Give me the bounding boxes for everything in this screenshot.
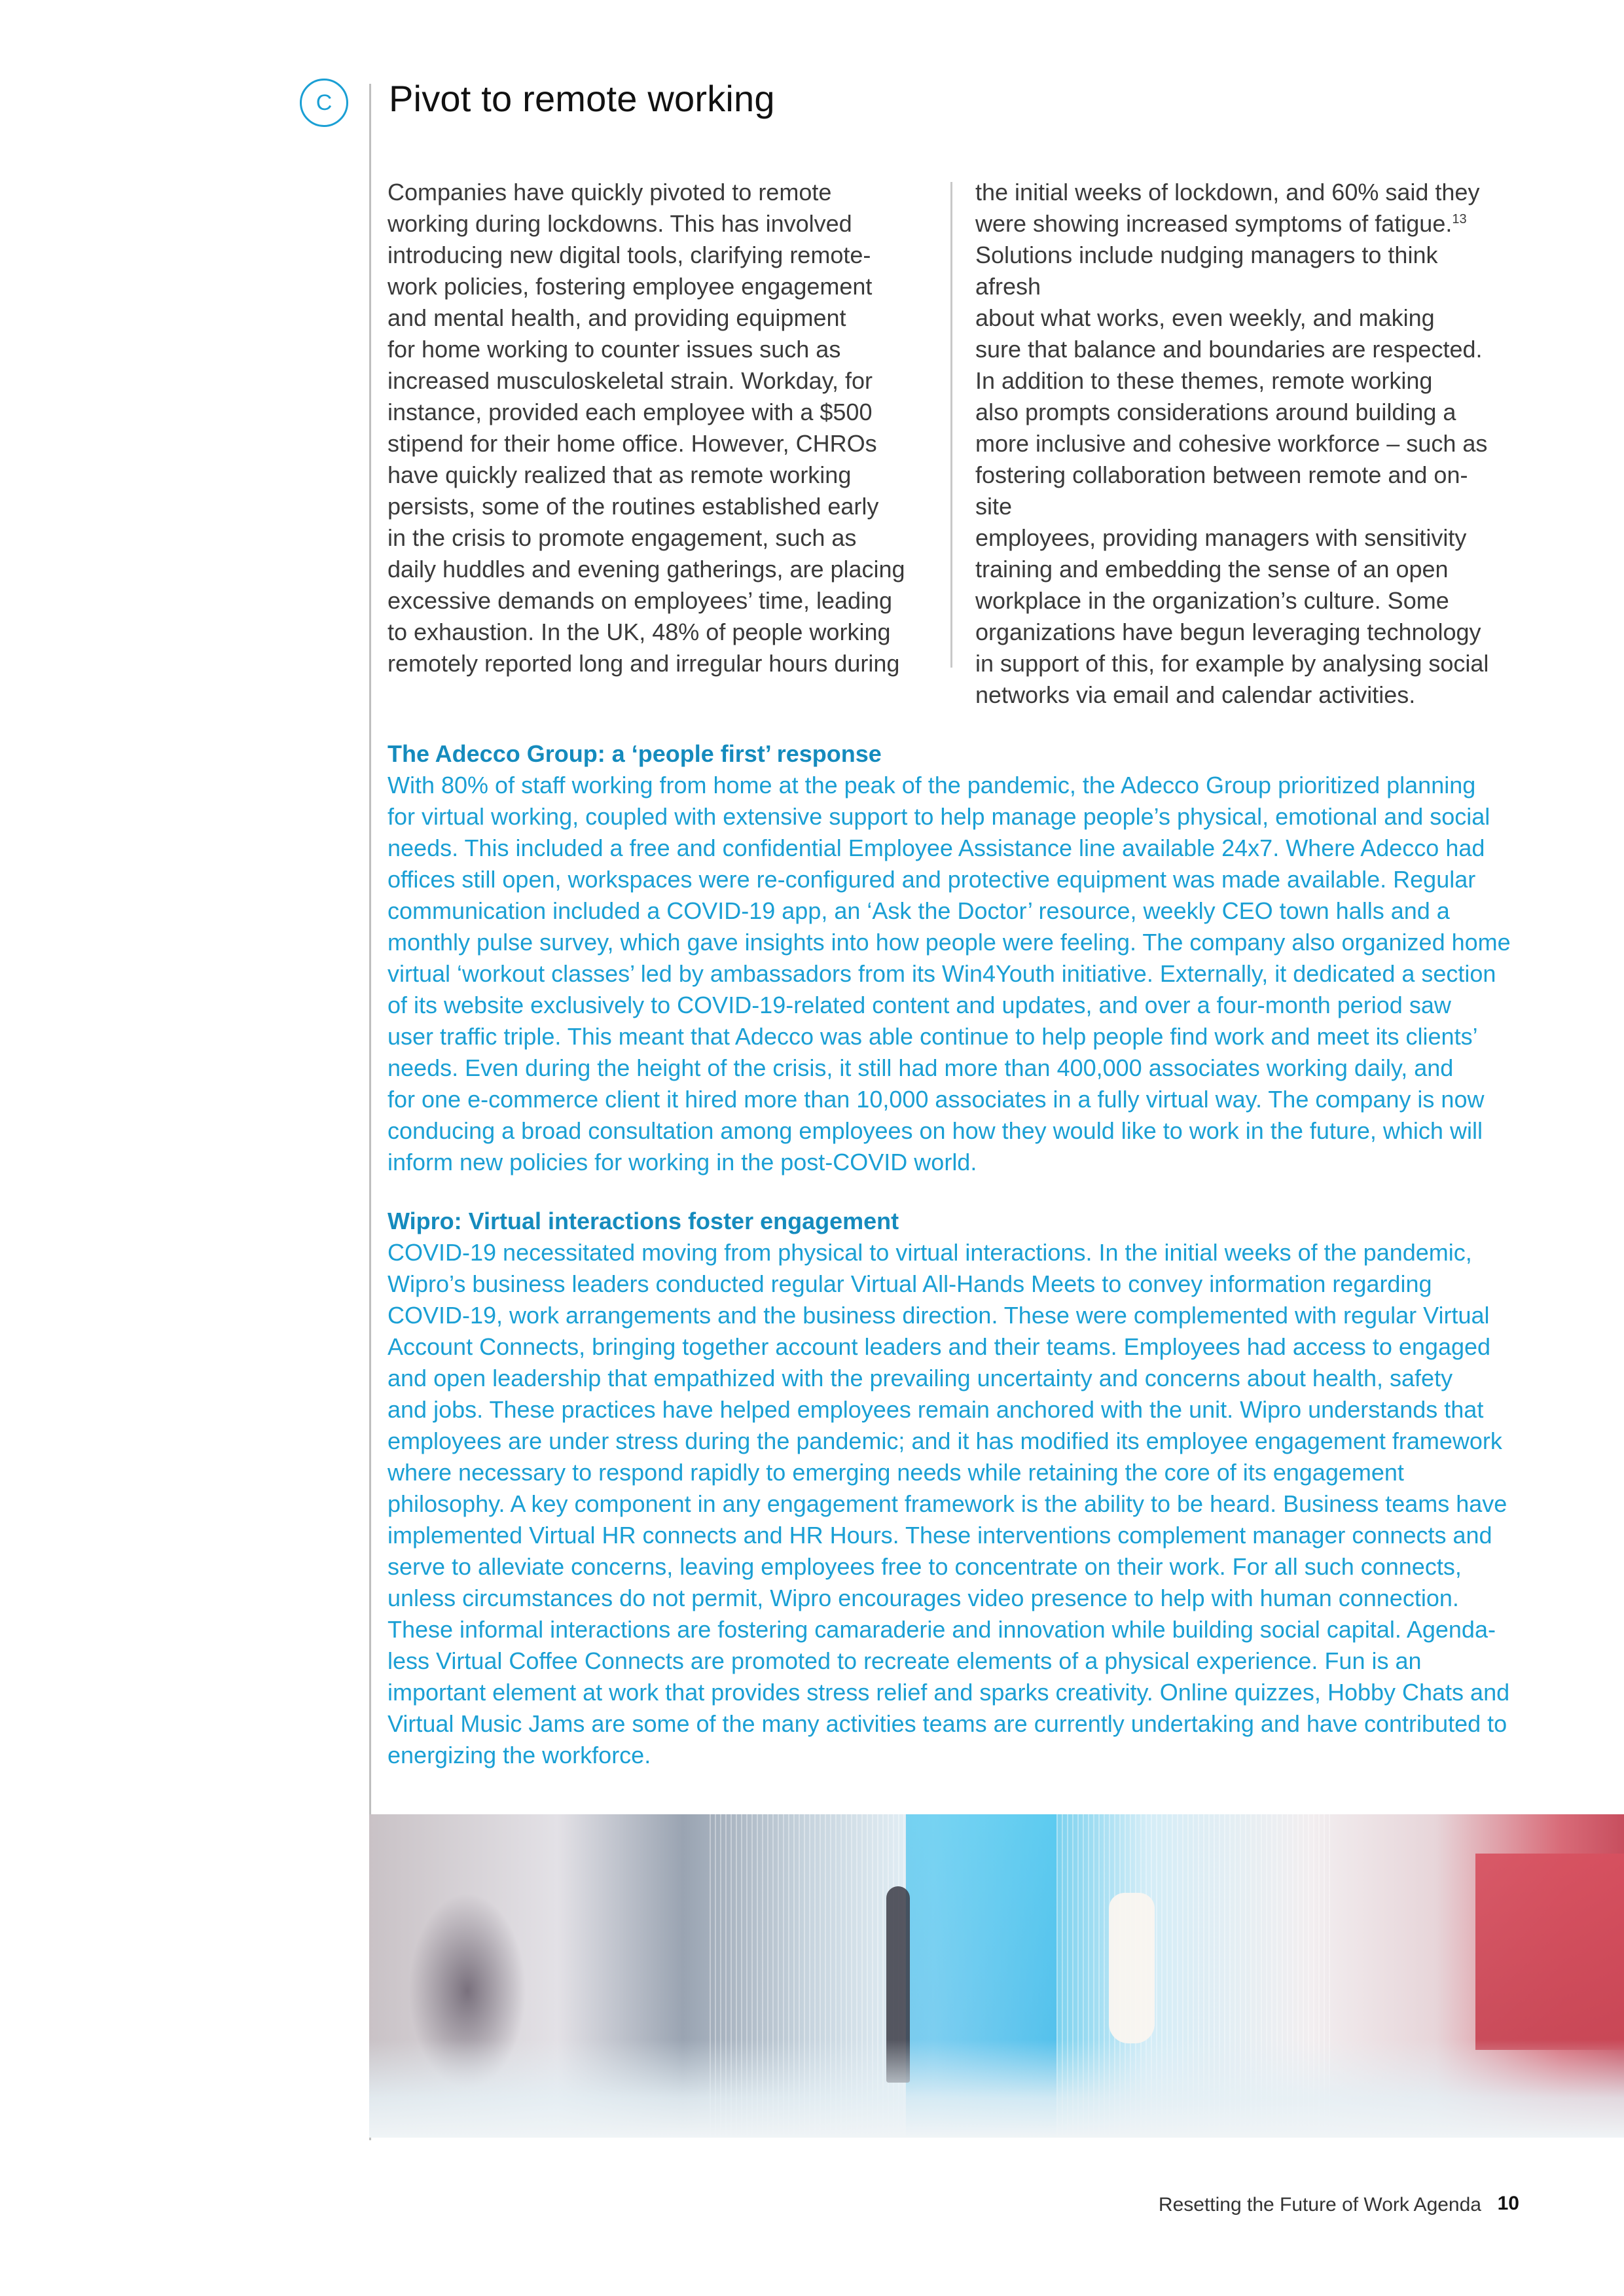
case-study-adecco: [388, 738, 1540, 1178]
intro-right-text-1: the initial weeks of lockdown, and 60% said they were showing increased symptoms of fatigue.: [975, 179, 1480, 237]
case-study-title: Wipro: Virtual interactions foster engagement: [388, 1208, 899, 1234]
photo-red-panel: [1475, 1854, 1624, 2050]
intro-left-column: Companies have quickly pivoted to remote working during lockdowns. This has involved introducing new digital tools, clarifying remote- work policies, fostering employee engagement and mental health, and providing equipment for home working to counter issues such as increased musculoskeletal strain. Workday, for instance, provided each employee with a $500 stipend for their home office. However, CHROs have quickly realized that as remote working persists, some of the routines established early in the crisis to promote engagement, such as daily huddles and evening gatherings, are placing excessive demands on employees’ time, leading to exhaustion. In the UK, 48% of people working remotely reported long and irregular hours during: [388, 179, 905, 677]
case-study-wipro: [388, 1206, 1540, 1771]
intro-columns: [388, 177, 1526, 711]
footer-report-title: Resetting the Future of Work Agenda: [1158, 2194, 1481, 2215]
photo-floor: [369, 2039, 1624, 2138]
page-number: 10: [1497, 2193, 1519, 2214]
section-badge-letter: C: [316, 90, 333, 115]
photo-person-in-dress: [1109, 1893, 1155, 2043]
case-study-body: COVID-19 necessitated moving from physical to virtual interactions. In the initial weeks of the pandemic, Wipro’s business leaders conducted regular Virtual All-Hands Meets to convey information regarding COVID-19, work arrangements and the business direction. These were complemented with regular Virtual Account Connects, bringing together account leaders and their teams. Employees had access to engaged and open leadership that empathized with the prevailing uncertainty and concerns about health, safety and jobs. These practices have helped employees remain anchored with the unit. Wipro understands that employees are under stress during the pandemic; and it has modified its employee engagement framework where necessary to respond rapidly to emerging needs while retaining the core of its engagement philosophy. A key component in any engagement framework is the ability to be heard. Business teams have implemented Virtual HR connects and HR Hours. These interventions complement manager connects and serve to alleviate concerns, leaving employees free to concentrate on their work. For all such connects, unless circumstances do not permit, Wipro encourages video presence to help with human connection. These informal interactions are fostering camaraderie and innovation while building social capital. Agenda- less Virtual Coffee Connects are promoted to recreate elements of a physical experience. Fun is an important element at work that provides stress relief and sparks creativity. Online quizzes, Hobby Chats and Virtual Music Jams are some of the many activities teams are currently undertaking and have contributed to energizing the workforce.: [388, 1239, 1510, 1768]
office-photo: [369, 1814, 1624, 2138]
section-badge: [300, 79, 348, 127]
column-divider: [950, 182, 952, 668]
intro-right-text-2: Solutions include nudging managers to think afresh about what works, even weekly, and making sure that balance and boundaries are respected. In addition to these themes, remote working also prompts considerations around building a more inclusive and cohesive workforce – such as fostering collaboration between remote and on-site employees, providing managers with sensitivity training and embedding the sense of an open workplace in the organization’s culture. Some organizations have begun leveraging technology in support of this, for example by analysing social networks via email and calendar activities.: [975, 242, 1489, 708]
intro-right-column: [975, 177, 1499, 711]
case-study-body: With 80% of staff working from home at the peak of the pandemic, the Adecco Group prioritized planning for virtual working, coupled with extensive support to help manage people’s physical, emotional and social needs. This included a free and confidential Employee Assistance line available 24x7. Where Adecco had offices still open, workspaces were re-configured and protective equipment was made available. Regular communication included a COVID-19 app, an ‘Ask the Doctor’ resource, weekly CEO town halls and a monthly pulse survey, which gave insights into how people were feeling. The company also organized home virtual ‘workout classes’ led by ambassadors from its Win4Youth initiative. Externally, it dedicated a section of its website exclusively to COVID-19-related content and updates, and over a four-month period saw user traffic triple. This meant that Adecco was able continue to help people find work and meet its clients’ needs. Even during the height of the crisis, it still had more than 400,000 associates working daily, and for one e-commerce client it hired more than 10,000 associates in a fully virtual way. The company is now conducing a broad consultation among employees on how they would like to work in the future, which will inform new policies for working in the post-COVID world.: [388, 772, 1511, 1175]
page-title: Pivot to remote working: [389, 78, 775, 119]
case-study-title: The Adecco Group: a ‘people first’ response: [388, 740, 882, 767]
footnote-reference: 13: [1452, 212, 1467, 226]
